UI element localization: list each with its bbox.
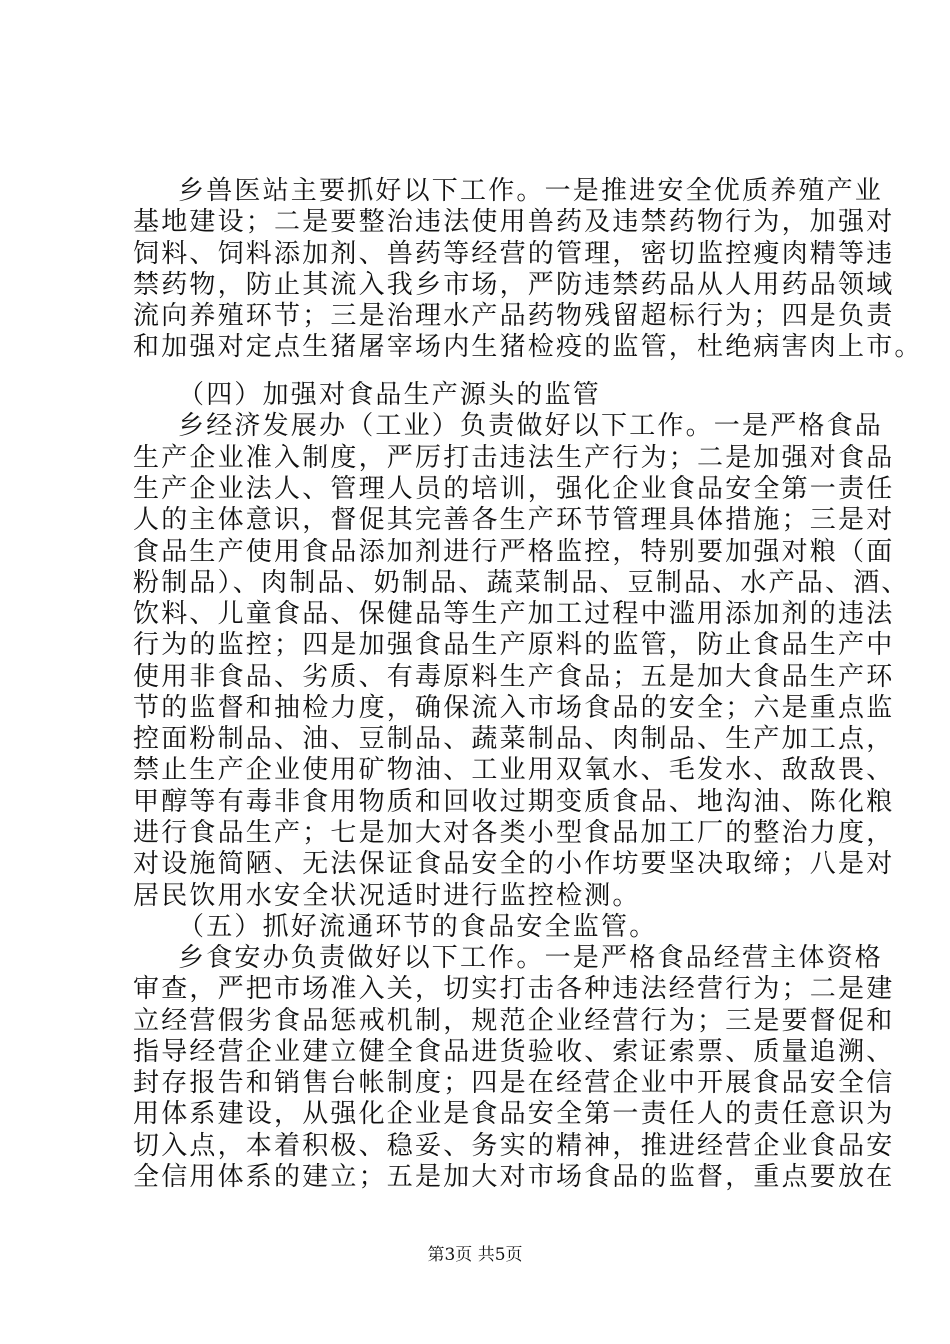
body-text-line: 禁止生产企业使用矿物油、工业用双氧水、毛发水、敌敌畏、 bbox=[133, 755, 895, 785]
body-text-line: 食品生产使用食品添加剂进行严格监控，特别要加强对粮（面 bbox=[133, 537, 895, 567]
body-text-line: 粉制品）、肉制品、奶制品、蔬菜制品、豆制品、水产品、酒、 bbox=[133, 568, 910, 598]
section-heading: （五）抓好流通环节的食品安全监管。 bbox=[178, 912, 658, 942]
body-text-line: 控面粉制品、油、豆制品、蔬菜制品、肉制品、生产加工点， bbox=[133, 724, 895, 754]
body-text-line: 用体系建设，从强化企业是食品安全第一责任人的责任意识为 bbox=[133, 1099, 895, 1129]
body-text-line: 立经营假劣食品惩戒机制，规范企业经营行为；三是要督促和 bbox=[133, 1006, 895, 1036]
body-text-line: 基地建设；二是要整治违法使用兽药及违禁药物行为，加强对 bbox=[133, 207, 895, 237]
section-heading: （四）加强对食品生产源头的监管 bbox=[178, 380, 602, 410]
body-text-line: 全信用体系的建立；五是加大对市场食品的监督，重点要放在 bbox=[133, 1162, 895, 1192]
body-text-line: 乡经济发展办（工业）负责做好以下工作。一是严格食品 bbox=[178, 411, 884, 441]
body-text-line: 指导经营企业建立健全食品进货验收、索证索票、质量追溯、 bbox=[133, 1037, 895, 1067]
body-text-line: 饲料、饲料添加剂、兽药等经营的管理，密切监控瘦肉精等违 bbox=[133, 239, 895, 269]
body-text-line: 行为的监控；四是加强食品生产原料的监管，防止食品生产中 bbox=[133, 630, 895, 660]
body-text-line: 乡兽医站主要抓好以下工作。一是推进安全优质养殖产业 bbox=[178, 176, 884, 206]
body-text-line: 生产企业法人、管理人员的培训，强化企业食品安全第一责任 bbox=[133, 474, 895, 504]
body-text-line: 生产企业准入制度，严厉打击违法生产行为；二是加强对食品 bbox=[133, 443, 895, 473]
body-text-line: 封存报告和销售台帐制度；四是在经营企业中开展食品安全信 bbox=[133, 1068, 895, 1098]
body-text-line: 切入点，本着积极、稳妥、务实的精神，推进经营企业食品安 bbox=[133, 1131, 895, 1161]
body-text-line: 对设施简陋、无法保证食品安全的小作坊要坚决取缔；八是对 bbox=[133, 849, 895, 879]
body-text-line: 审查，严把市场准入关，切实打击各种违法经营行为；二是建 bbox=[133, 974, 895, 1004]
body-text-line: 进行食品生产；七是加大对各类小型食品加工厂的整治力度， bbox=[133, 818, 895, 848]
body-text-line: 使用非食品、劣质、有毒原料生产食品；五是加大食品生产环 bbox=[133, 662, 895, 692]
page-number-footer: 第3页 共5页 bbox=[427, 1245, 523, 1265]
body-text-line: 甲醇等有毒非食用物质和回收过期变质食品、地沟油、陈化粮 bbox=[133, 787, 895, 817]
body-text-line: 节的监督和抽检力度，确保流入市场食品的安全；六是重点监 bbox=[133, 693, 895, 723]
body-text-line: 和加强对定点生猪屠宰场内生猪检疫的监管，杜绝病害肉上市。 bbox=[133, 332, 923, 362]
body-text-line: 饮料、儿童食品、保健品等生产加工过程中滥用添加剂的违法 bbox=[133, 599, 895, 629]
body-text-line: 乡食安办负责做好以下工作。一是严格食品经营主体资格 bbox=[178, 943, 884, 973]
body-text-line: 流向养殖环节；三是治理水产品药物残留超标行为；四是负责 bbox=[133, 301, 895, 331]
body-text-line: 人的主体意识，督促其完善各生产环节管理具体措施；三是对 bbox=[133, 505, 895, 535]
body-text-line: 禁药物，防止其流入我乡市场，严防违禁药品从人用药品领域 bbox=[133, 270, 895, 300]
body-text-line: 居民饮用水安全状况适时进行监控检测。 bbox=[133, 881, 641, 911]
